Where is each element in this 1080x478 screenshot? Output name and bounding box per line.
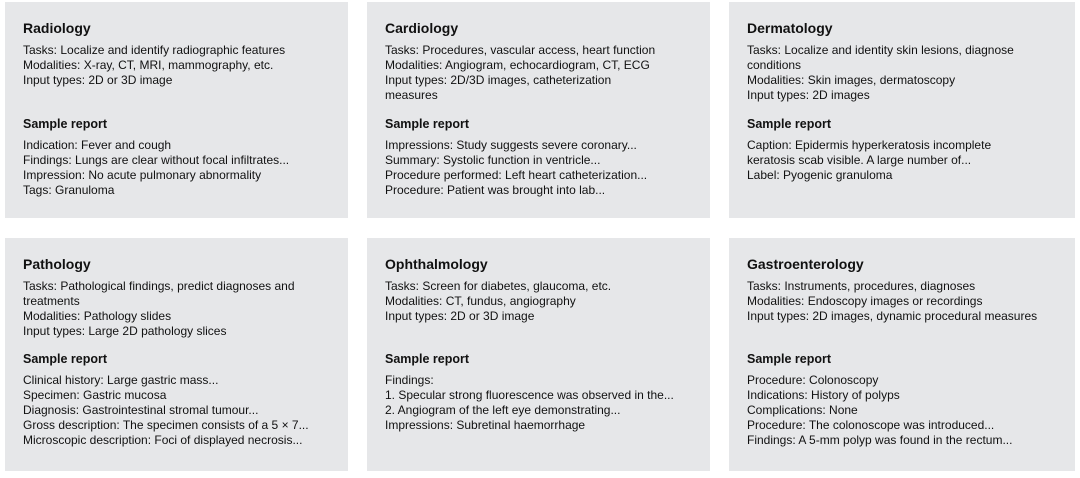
report-heading: Sample report: [23, 117, 108, 131]
report-line: Impression: No acute pulmonary abnormality: [23, 168, 262, 182]
info-line: Input types: 2D images, dynamic procedural measures: [747, 309, 1038, 323]
card-title: Pathology: [23, 256, 91, 272]
report-heading: Sample report: [385, 117, 470, 131]
report-line: Impressions: Subretinal haemorrhage: [385, 418, 586, 432]
info-line: treatments: [23, 294, 80, 308]
info-line: conditions: [747, 58, 802, 72]
card-info: [23, 279, 334, 352]
info-line: Tasks: Localize and identify radiographic features: [23, 43, 286, 57]
info-line: Input types: 2D or 3D image: [23, 73, 173, 87]
report-line: Indications: History of polyps: [747, 388, 900, 402]
info-line: Input types: 2D images: [747, 88, 870, 102]
report-line: Impressions: Study suggests severe coronary...: [385, 138, 637, 152]
card-info: [747, 43, 1061, 117]
info-line: Tasks: Procedures, vascular access, heart function: [385, 43, 656, 57]
report-line: Findings: Lungs are clear without focal infiltrates...: [23, 153, 290, 167]
card-info: [385, 279, 696, 352]
card-info: [385, 43, 696, 117]
report-line: keratosis scab visible. A large number of...: [747, 153, 972, 167]
report-block: [385, 373, 696, 433]
info-line: Modalities: Pathology slides: [23, 309, 172, 323]
info-line: Tasks: Localize and identity skin lesions, diagnose: [747, 43, 1014, 57]
report-line: Procedure: The colonoscope was introduced...: [747, 418, 995, 432]
info-line: measures: [385, 88, 438, 102]
report-line: Microscopic description: Foci of displayed necrosis...: [23, 433, 303, 447]
report-block: [385, 138, 696, 198]
report-block: [23, 138, 334, 198]
report-block: [747, 138, 1061, 183]
report-line: Caption: Epidermis hyperkeratosis incomplete: [747, 138, 992, 152]
card-info: [23, 43, 334, 117]
report-line: Procedure: Patient was brought into lab...: [385, 183, 606, 197]
report-heading: Sample report: [385, 352, 470, 366]
report-line: Label: Pyogenic granuloma: [747, 168, 893, 182]
report-line: Procedure: Colonoscopy: [747, 373, 879, 387]
report-heading: Sample report: [747, 117, 832, 131]
report-line: Indication: Fever and cough: [23, 138, 172, 152]
report-line: 1. Specular strong fluorescence was observed in the...: [385, 388, 674, 402]
report-line: Gross description: The specimen consists of a 5 × 7...: [23, 418, 309, 432]
card-pathology: [5, 238, 348, 471]
report-line: Procedure performed: Left heart catheterization...: [385, 168, 648, 182]
info-line: Tasks: Pathological findings, predict diagnoses and: [23, 279, 295, 293]
report-block: [747, 373, 1061, 448]
info-line: Input types: 2D/3D images, catheterization: [385, 73, 612, 87]
report-line: Specimen: Gastric mucosa: [23, 388, 167, 402]
report-heading: Sample report: [23, 352, 108, 366]
card-title: Cardiology: [385, 20, 459, 36]
card-info: [747, 279, 1061, 352]
card-title: Ophthalmology: [385, 256, 488, 272]
card-gastroenterology: [729, 238, 1075, 471]
card-title: Gastroenterology: [747, 256, 864, 272]
report-line: Diagnosis: Gastrointestinal stromal tumour...: [23, 403, 259, 417]
report-line: Summary: Systolic function in ventricle...: [385, 153, 601, 167]
report-line: Clinical history: Large gastric mass...: [23, 373, 219, 387]
info-line: Modalities: Angiogram, echocardiogram, CT, ECG: [385, 58, 650, 72]
report-block: [23, 373, 334, 448]
card-cardiology: [367, 2, 710, 218]
info-line: Tasks: Screen for diabetes, glaucoma, etc.: [385, 279, 612, 293]
info-line: Modalities: CT, fundus, angiography: [385, 294, 576, 308]
info-line: Modalities: X-ray, CT, MRI, mammography, etc.: [23, 58, 274, 72]
report-line: Tags: Granuloma: [23, 183, 115, 197]
card-title: Radiology: [23, 20, 91, 36]
card-title: Dermatology: [747, 20, 833, 36]
info-line: Tasks: Instruments, procedures, diagnoses: [747, 279, 976, 293]
report-line: Findings: A 5-mm polyp was found in the rectum...: [747, 433, 1013, 447]
info-line: Modalities: Endoscopy images or recordings: [747, 294, 983, 308]
info-line: Modalities: Skin images, dermatoscopy: [747, 73, 956, 87]
info-line: Input types: Large 2D pathology slices: [23, 324, 227, 338]
card-dermatology: [729, 2, 1075, 218]
report-line: Complications: None: [747, 403, 858, 417]
report-line: Findings:: [385, 373, 434, 387]
card-ophthalmology: [367, 238, 710, 471]
report-line: 2. Angiogram of the left eye demonstrating...: [385, 403, 621, 417]
card-radiology: [5, 2, 348, 218]
info-line: Input types: 2D or 3D image: [385, 309, 535, 323]
report-heading: Sample report: [747, 352, 832, 366]
